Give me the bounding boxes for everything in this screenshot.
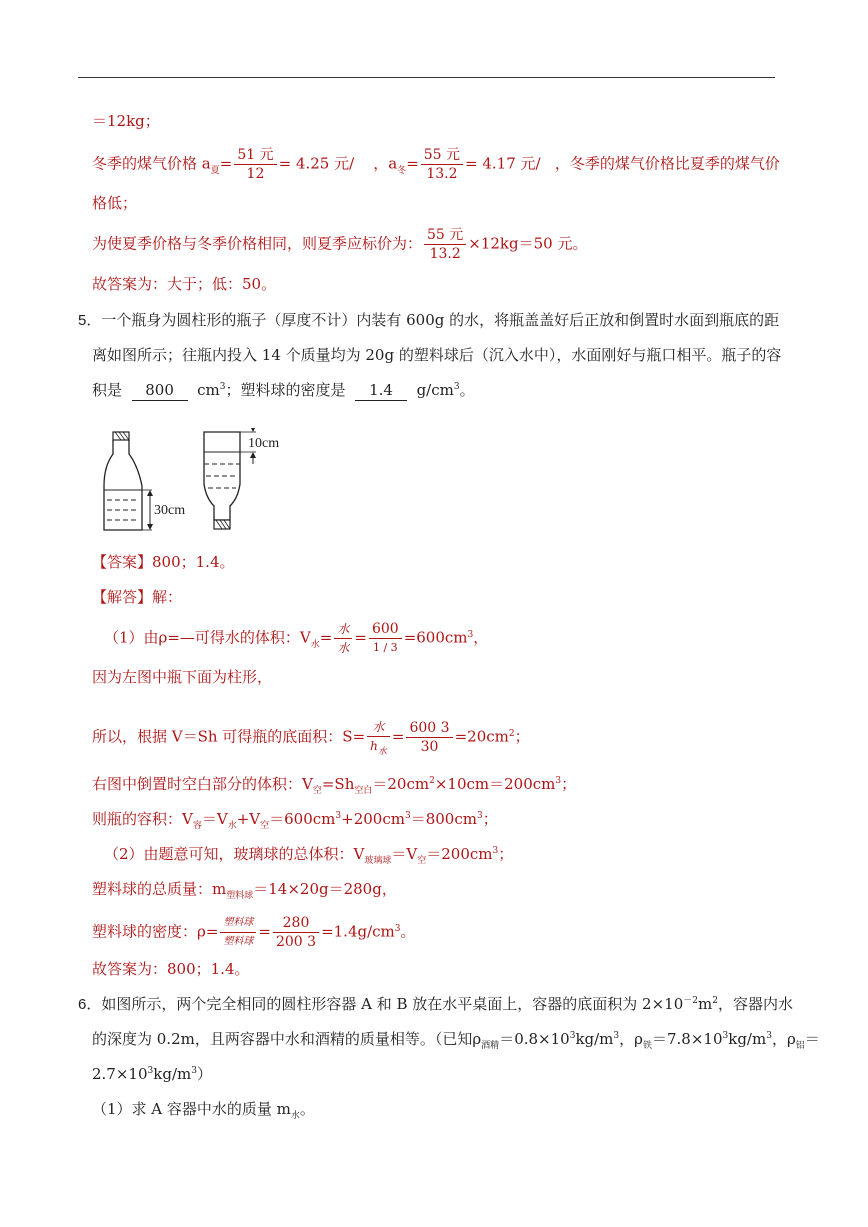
line-price-low: 格低；	[92, 194, 138, 212]
solution-step4: 右图中倒置时空白部分的体积：$V_空=Sh_{空白}=20cm^2\times 10cm=200cm^3$；	[92, 775, 577, 796]
answer-blank-volume[interactable]: 800	[132, 380, 188, 401]
line-answer-prev: 故答案为：大于；低：50。	[92, 275, 277, 293]
question-5-line3: 积是 800 $cm^3$；塑料球的密度是 1.4 $g/cm^3$。	[92, 381, 475, 399]
question-6-line1: 6．如图所示，两个完全相同的圆柱形容器 A 和 B 放在水平桌面上，容器的底面积为 $2\times 10^{-2}m^2$，容器内水	[78, 995, 793, 1013]
answer-line: 【答案】800；1.4。	[92, 553, 235, 571]
question-6-part1: （1）求 A 容器中水的质量 $m_水$。	[92, 1100, 315, 1121]
fraction-280-200: $\frac{280}{200 3}$	[273, 914, 319, 951]
solution-step2: 因为左图中瓶下面为柱形，	[92, 668, 273, 686]
solution-step7: 塑料球的总质量：$m_{塑料球}=14\times 20g=280g$，	[92, 880, 397, 901]
bottle-figure	[98, 428, 298, 536]
fraction-summer-price: $\frac{\text{51 元}}{12}$	[234, 146, 276, 183]
fraction-water-volume: $\frac{\text{水}}{\text{水}}$	[334, 620, 352, 657]
solution-heading: 【解答】解：	[92, 588, 183, 606]
question-5-line1: 5．一个瓶身为圆柱形的瓶子（厚度不计）内装有 600g 的水，将瓶盖盖好后正放和倒置时水面到瓶底的距	[78, 311, 780, 329]
header-rule	[78, 77, 775, 78]
inverted-bottle	[204, 428, 279, 529]
line-mass-result: ＝12kg；	[92, 112, 160, 130]
fraction-600: $\frac{600}{1 / 3}$	[369, 620, 402, 657]
question-5-line2: 离如图所示；往瓶内投入 14 个质量均为 20g 的塑料球后（沉入水中），水面刚好与瓶口相平。瓶子的容	[92, 346, 782, 364]
fraction-winter-price: $\frac{\text{55 元}}{13.2}$	[421, 146, 463, 183]
fraction-area: $\frac{\text{水}}{h_水}$	[367, 718, 390, 757]
solution-final-answer: 故答案为：800；1.4。	[92, 960, 250, 978]
line-price-compare: 冬季的煤气价格 $a_夏=$ $\frac{\text{51 元}}{12}$ = 4.25 元/ ，$a_冬=$ $\frac{\text{55 元}}{13.2}$ = 4.17 元/ ，冬季的煤气价格比夏季的煤气价	[92, 147, 780, 182]
solution-step3: 所以，根据 V＝Sh 可得瓶的底面积：S= $\frac{\text{水}}{h_水}$ = $\frac{600 3}{30}$ $=20cm^2$；	[92, 720, 530, 757]
question-6-line3: $2.7\times 10^3kg/m^3$）	[92, 1065, 212, 1083]
label-10cm: 10cm	[248, 436, 280, 451]
solution-step1: （1）由ρ=—可得水的体积：$V_水=$ $\frac{\text{水}}{\text{水}}$ = $\frac{600}{1 / 3}$ $=600cm^3$，	[104, 621, 489, 655]
answer-blank-density[interactable]: 1.4	[355, 380, 407, 401]
line-summer-price: 为使夏季价格与冬季价格相同，则夏季应标价为： $\frac{\text{55 元}}{13.2}$ ×12kg＝50 元。	[92, 227, 588, 262]
fraction-ball-density: $\frac{\text{塑料球}}{\text{塑料球}}$	[220, 914, 256, 951]
solution-step6: （2）由题意可知，玻璃球的总体积：$V_{玻璃球}=V_空=200cm^3$；	[104, 845, 514, 866]
label-30cm: 30cm	[154, 503, 186, 518]
fraction-unit-price: $\frac{\text{55 元}}{13.2}$	[424, 226, 466, 263]
solution-step8: 塑料球的密度：ρ= $\frac{\text{塑料球}}{\text{塑料球}}$ = $\frac{280}{200 3}$ $=1.4g/cm^3$。	[92, 915, 416, 950]
question-6-line2: 的深度为 0.2m，且两容器中水和酒精的质量相等。（已知$\rho_{酒精}=0.8\times 10^3kg/m^3$，$\rho_铁=7.8\times 10^3kg/m^3$，$\rho_铝=$	[92, 1030, 820, 1051]
fraction-600-30: $\frac{600 3}{30}$	[406, 719, 452, 756]
solution-step5: 则瓶的容积：$V_容=V_水+V_空=600cm^3+200cm^3=800cm^3$；	[92, 810, 498, 831]
upright-bottle	[104, 432, 185, 530]
